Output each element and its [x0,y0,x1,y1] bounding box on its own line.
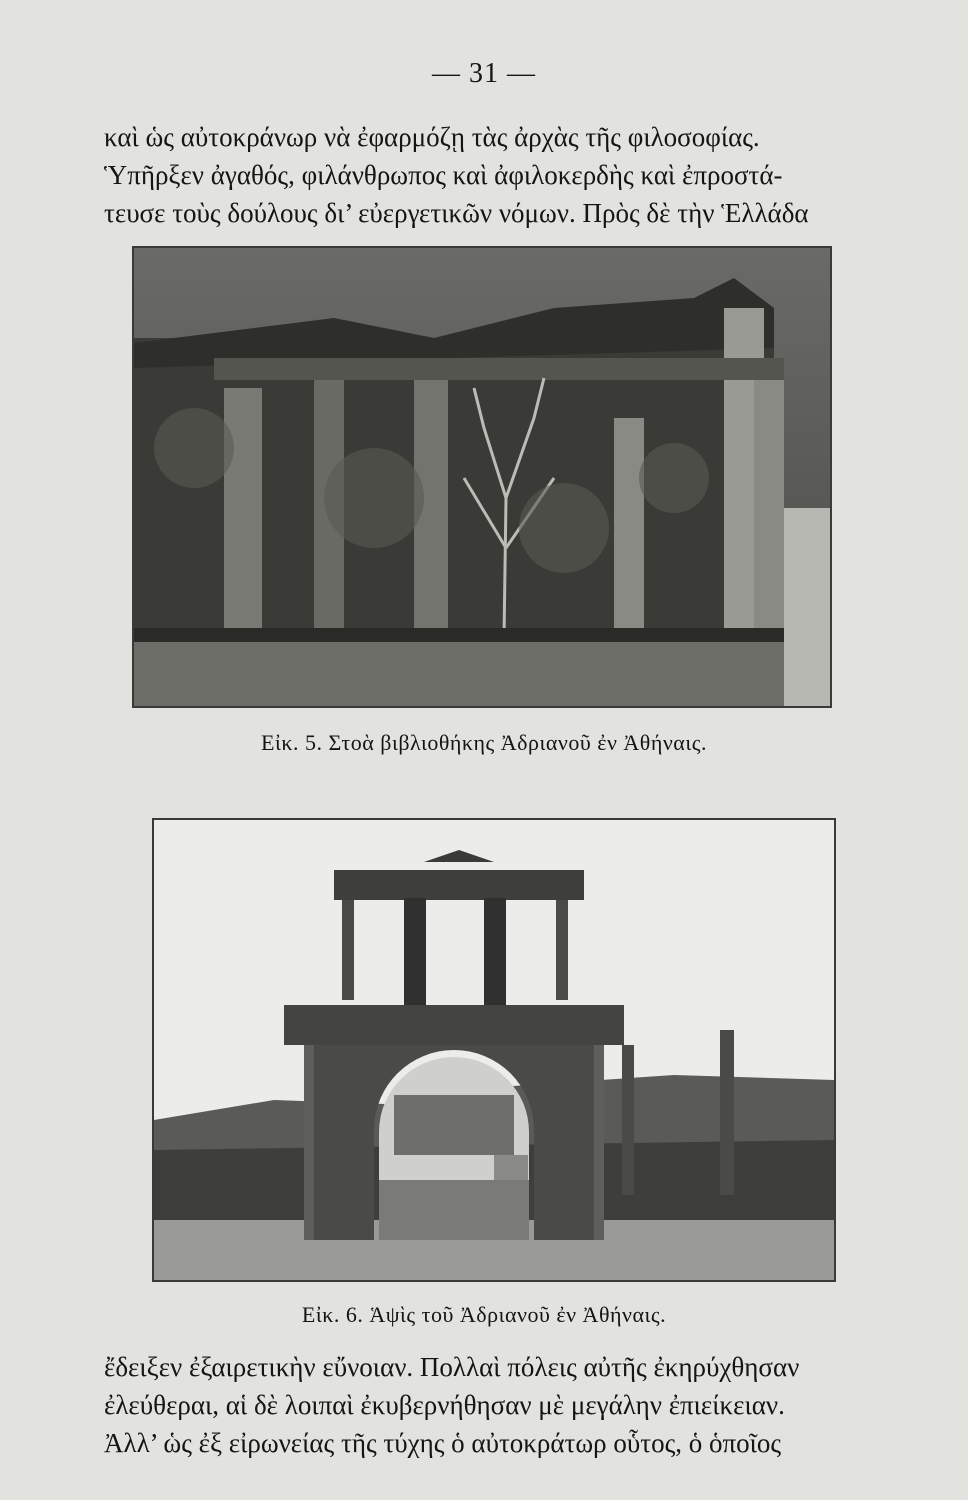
hadrian-library-image [134,248,830,706]
hadrian-arch-image [154,820,834,1280]
bottom-paragraph [104,1348,876,1462]
text-line: Ὑπῆρξεν ἀγαθός, φιλάνθρωπος καὶ ἀφιλοκερδὴς καὶ ἐπροστά- [104,160,783,190]
text-line: Ἀλλ’ ὡς ἐξ εἰρωνείας τῆς τύχης ὁ αὐτοκράτωρ οὗτος, ὁ ὁποῖος [104,1428,782,1458]
figure-5-photo [132,246,832,708]
figure-6-photo [152,818,836,1282]
text-line: καὶ ὡς αὐτοκράνωρ νὰ ἐφαρμόζῃ τὰς ἀρχὰς τῆς φιλοσοφίας. [104,122,760,152]
top-paragraph [104,118,864,232]
page-number: — 31 — [432,58,536,89]
text-line: ἐλεύθεραι, αἱ δὲ λοιπαὶ ἐκυβερνήθησαν μὲ μεγάλην ἐπιείκειαν. [104,1390,785,1420]
text-line: ἔδειξεν ἐξαιρετικὴν εὔνοιαν. Πολλαὶ πόλεις αὐτῆς ἐκηρύχθησαν [104,1352,800,1382]
figure-5-caption: Εἰκ. 5. Στοὰ βιβλιοθήκης Ἀδριανοῦ ἐν Ἀθήναις. [261,730,707,755]
text-line: τευσε τοὺς δούλους δι’ εὐεργετικῶν νόμων. Πρὸς δὲ τὴν Ἑλλάδα [104,198,809,228]
figure-6-caption: Εἰκ. 6. Ἁψὶς τοῦ Ἀδριανοῦ ἐν Ἀθήναις. [301,1302,667,1327]
